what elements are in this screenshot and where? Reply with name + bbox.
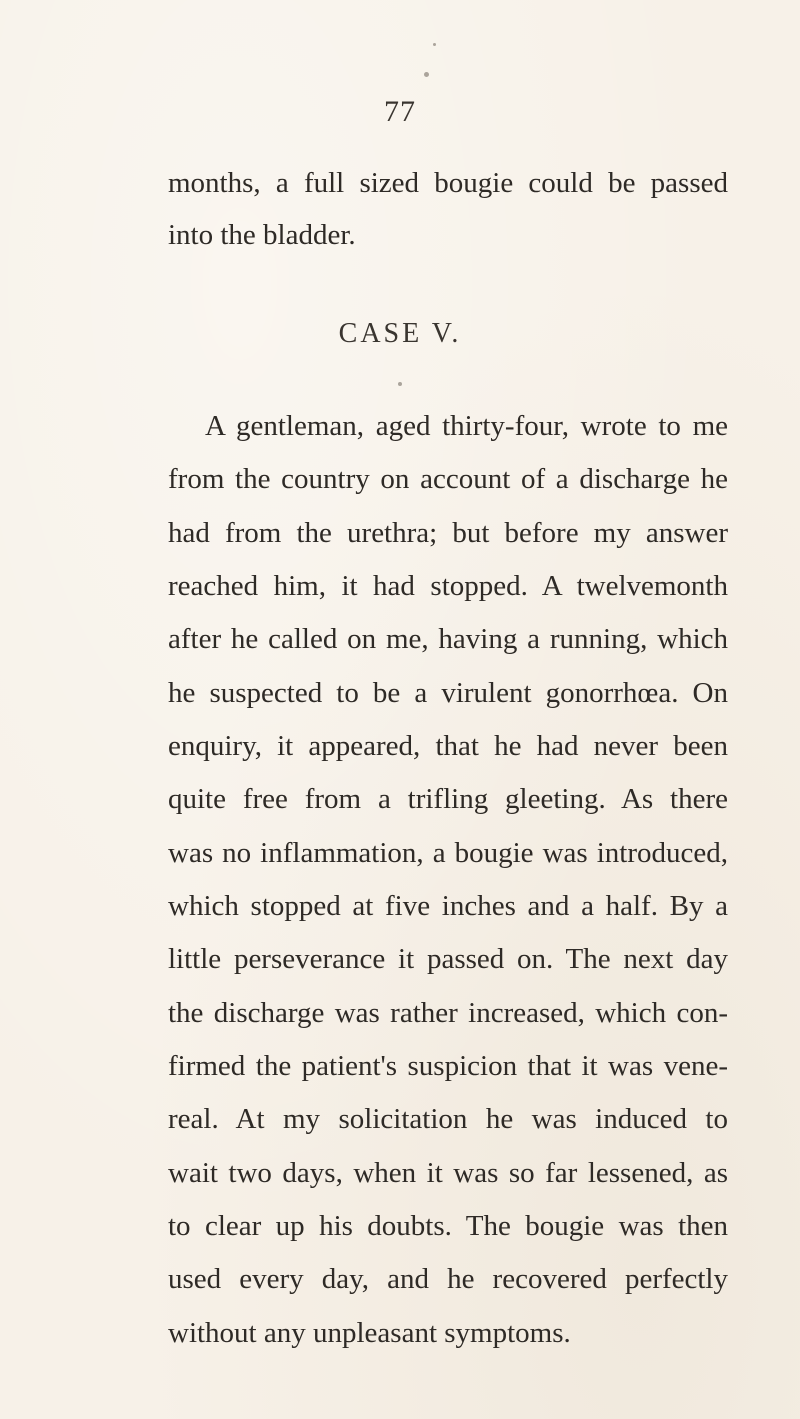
text-line: to clear up his doubts. The bougie was then bbox=[168, 1210, 728, 1242]
text-line: after he called on me, having a running, which bbox=[168, 623, 728, 655]
text-line: months, a full sized bougie could be passed bbox=[168, 167, 728, 199]
ink-speck bbox=[433, 43, 436, 46]
text-line: enquiry, it appeared, that he had never been bbox=[168, 730, 728, 762]
text-line: firmed the patient's suspicion that it was vene- bbox=[168, 1050, 728, 1082]
text-line: little perseverance it passed on. The next day bbox=[168, 943, 728, 975]
text-line: reached him, it had stopped. A twelvemonth bbox=[168, 570, 728, 602]
text-line: had from the urethra; but before my answer bbox=[168, 517, 728, 549]
case-heading: CASE V. bbox=[338, 318, 462, 349]
text-line: was no inflammation, a bougie was introduced, bbox=[168, 837, 728, 869]
text-line: from the country on account of a discharge he bbox=[168, 463, 728, 495]
text-line: without any unpleasant symptoms. bbox=[168, 1317, 571, 1349]
text-line: A gentleman, aged thirty-four, wrote to me bbox=[205, 410, 728, 442]
text-line: used every day, and he recovered perfectly bbox=[168, 1263, 728, 1295]
text-line: quite free from a trifling gleeting. As there bbox=[168, 783, 728, 815]
text-line: into the bladder. bbox=[168, 219, 356, 251]
text-line: he suspected to be a virulent gonorrhœa. On bbox=[168, 677, 728, 709]
text-line: real. At my solicitation he was induced to bbox=[168, 1103, 728, 1135]
ink-speck bbox=[424, 72, 429, 77]
text-line: the discharge was rather increased, which con- bbox=[168, 997, 728, 1029]
ink-speck bbox=[398, 382, 402, 386]
text-line: which stopped at five inches and a half. By a bbox=[168, 890, 728, 922]
page-number: 77 bbox=[384, 95, 416, 128]
text-line: wait two days, when it was so far lessened, as bbox=[168, 1157, 728, 1189]
